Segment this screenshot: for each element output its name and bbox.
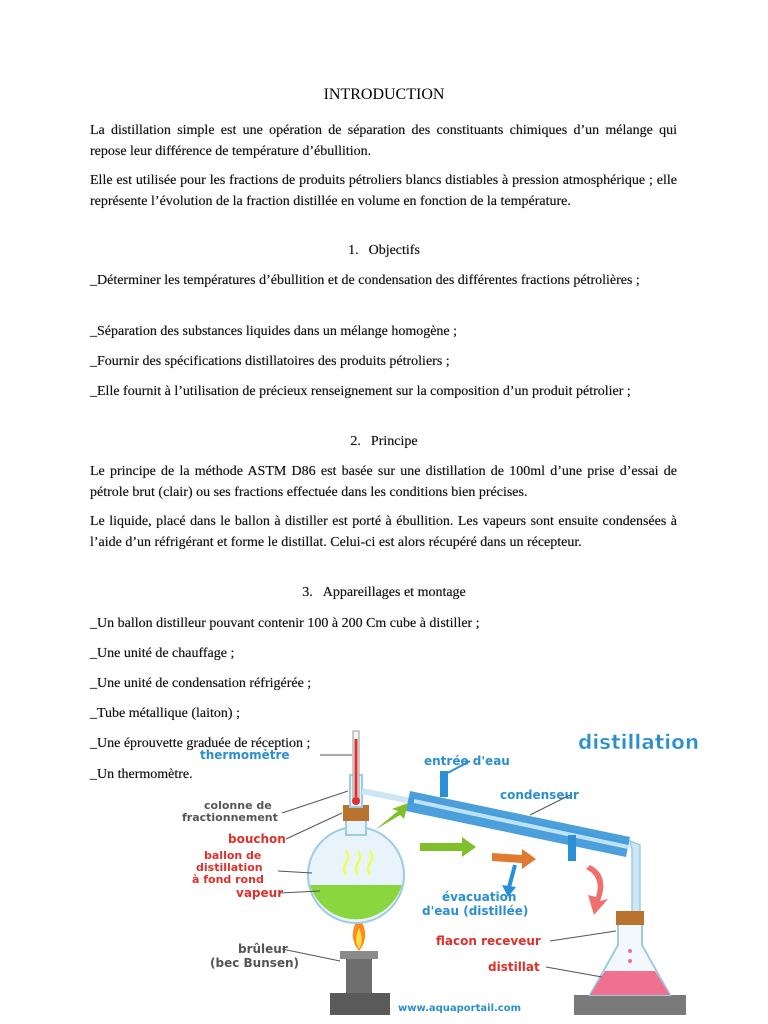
section-title: Principe [370, 434, 418, 449]
label-ballon-2: distillation [196, 861, 263, 874]
list-item: _Un ballon distilleur pouvant contenir 100 à 200 Cm cube à distiller ; [90, 616, 480, 631]
label-distillat: distillat [488, 960, 540, 974]
label-evacuation-1: évacuation [442, 890, 517, 904]
principe-paragraph-1: Le principe de la méthode ASTM D86 est basée sur une distillation de 100ml d’une prise d’essai de pétrole brut (clair) ou ses fractions effectuée dans les conditions bien précises. [90, 464, 677, 500]
list-item: _Déterminer les températures d’ébullition et de condensation des différentes fractions pétrolières ; [90, 273, 640, 288]
label-thermometre: thermomètre [200, 748, 290, 762]
list-item: _Séparation des substances liquides dans un mélange homogène ; [90, 324, 458, 339]
section-number: 2. [350, 434, 361, 449]
distillation-diagram [170, 725, 760, 1015]
label-evacuation-2: d'eau (distillée) [422, 904, 529, 918]
fractionating-column [350, 731, 362, 807]
section-title: Objectifs [368, 243, 420, 258]
list-item: _Elle fournit à l’utilisation de précieux renseignement sur la composition d’un produit pétrolier ; [90, 384, 631, 399]
section-number: 1. [348, 243, 359, 258]
label-colonne-2: fractionnement [182, 811, 278, 824]
label-entree-eau: entrée d'eau [424, 754, 510, 768]
list-item: _Une unité de chauffage ; [90, 646, 235, 661]
burner [330, 917, 390, 1015]
list-item: _Fournir des spécifications distillatoires des produits pétroliers ; [90, 354, 450, 369]
label-condenseur: condenseur [500, 788, 579, 802]
label-vapeur: vapeur [236, 886, 284, 900]
label-colonne-1: colonne de [204, 799, 272, 812]
label-ballon-1: ballon de [204, 849, 262, 862]
list-item: _Une éprouvette graduée de réception ; [90, 736, 311, 751]
intro-paragraph-1: La distillation simple est une opération de séparation des constituants chimiques d’un mélange qui repose leur différence de température d’ébullition. [90, 123, 677, 159]
list-item: _Une unité de condensation réfrigérée ; [90, 676, 312, 691]
vapor-arrow-icon [375, 803, 408, 830]
intro-paragraph-2: Elle est utilisée pour les fractions de produits pétroliers blancs distiables à pression atmosphérique ; elle représente l’évolution de la fraction distillée en volume en fonction de la température. [90, 173, 677, 209]
label-ballon-3: à fond rond [192, 873, 264, 886]
label-bruleur-1: brûleur [238, 942, 288, 956]
drip-arrow-icon [586, 865, 608, 915]
round-bottom-flask [308, 805, 404, 923]
receiving-flask [574, 911, 686, 1015]
flow-arrow-icon [420, 837, 476, 857]
section-number: 3. [302, 585, 313, 600]
list-item: _Tube métallique (laiton) ; [90, 706, 240, 721]
section-heading-principe [0, 431, 768, 452]
page-title: INTRODUCTION [323, 86, 445, 103]
diagram-title: distillation [578, 730, 700, 754]
label-bouchon: bouchon [228, 832, 286, 846]
principe-paragraph-2: Le liquide, placé dans le ballon à distiller est porté à ébullition. Les vapeurs sont ensuite condensées à l’aide d’un réfrigérant et forme le distillat. Celui-ci est alors récupéré dans un récepteur. [90, 514, 677, 550]
section-title: Appareillages et montage [322, 585, 466, 600]
label-bruleur-2: (bec Bunsen) [210, 956, 300, 970]
website-link: www.aquaportail.com [398, 1003, 522, 1014]
section-heading-objectifs [0, 240, 768, 261]
list-item: _Un thermomètre. [90, 767, 193, 782]
section-heading-appareillages [0, 582, 768, 603]
label-flacon: flacon receveur [436, 934, 541, 948]
